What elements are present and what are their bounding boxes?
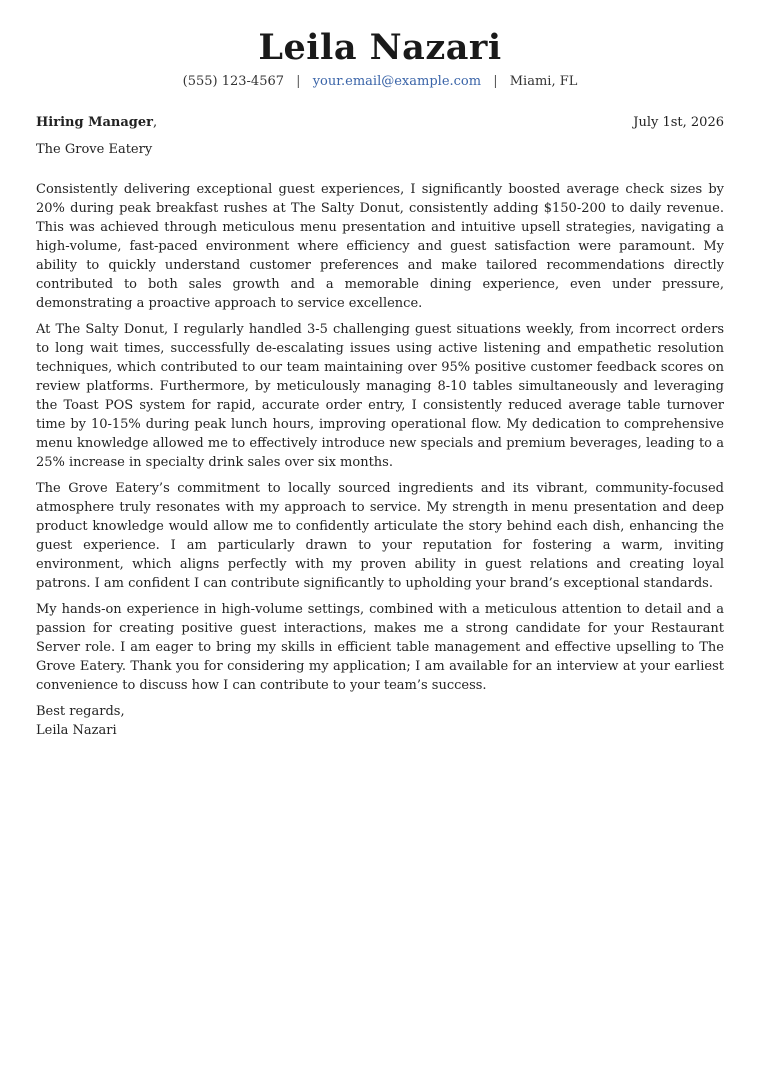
email-link[interactable]: your.email@example.com (312, 74, 482, 89)
phone-number: (555) 123-4567 (182, 74, 285, 89)
body-paragraph: At The Salty Donut, I regularly handled 3-5 challenging guest situations weekly, from incorrect orders to long wait times, successfully de-escalating issues using active listening and empathetic resolution techniques, which contributed to our team maintaining over 95% positive customer feedback scores on review platforms. Furthermore, by meticulously managing 8-10 tables simultaneously and leveraging the Toast POS system for rapid, accurate order entry, I consistently reduced average table turnover time by 10-15% during peak lunch hours, improving operational flow. My dedication to comprehensive menu knowledge allowed me to effectively introduce new specials and premium beverages, leading to a 25% increase in specialty drink sales over six months. (36, 322, 724, 470)
recipient-block (36, 114, 724, 159)
body-paragraph: Consistently delivering exceptional guest experiences, I significantly boosted average check sizes by 20% during peak breakfast rushes at The Salty Donut, consistently adding $150-200 to daily revenue. This was achieved through meticulous menu presentation and intuitive upsell strategies, navigating a high-volume, fast-paced environment where efficiency and guest satisfaction were paramount. My ability to quickly understand customer preferences and make tailored recommendations directly contributed to both sales growth and a memorable dining experience, even under pressure, demonstrating a proactive approach to service excellence. (36, 182, 724, 311)
recipient-title-wrap (36, 114, 157, 132)
body-paragraph: The Grove Eatery’s commitment to locally sourced ingredients and its vibrant, community-focused atmosphere truly resonates with my approach to service. My strength in menu presentation and deep product knowledge would allow me to confidently articulate the story behind each dish, enhancing the guest experience. I am particularly drawn to your reputation for fostering a warm, inviting environment, which aligns perfectly with my proven ability in guest relations and creating loyal patrons. I am confident I can contribute significantly to upholding your brand’s exceptional standards. (36, 481, 724, 591)
body-paragraph: My hands-on experience in high-volume settings, combined with a meticulous attention to detail and a passion for creating positive guest interactions, makes me a strong candidate for your Restaurant Server role. I am eager to bring my skills in efficient table management and effective upselling to The Grove Eatery. Thank you for considering my application; I am available for an interview at your earliest convenience to discuss how I can contribute to your team’s success. (36, 602, 724, 693)
applicant-name: Leila Nazari (258, 27, 502, 68)
recipient-title-suffix: , (152, 115, 158, 130)
recipient-company: The Grove Eatery (36, 142, 153, 157)
signature-name: Leila Nazari (36, 723, 117, 738)
contact-line (0, 73, 760, 91)
recipient-title: Hiring Manager (36, 115, 153, 130)
closing-block (36, 702, 724, 740)
closing-salutation: Best regards, (36, 704, 125, 719)
letter-date: July 1st, 2026 (633, 115, 724, 130)
contact-separator: | (493, 74, 498, 89)
letter-body (36, 180, 724, 740)
location: Miami, FL (509, 74, 578, 89)
recipient-row (36, 114, 724, 132)
contact-separator: | (296, 74, 301, 89)
